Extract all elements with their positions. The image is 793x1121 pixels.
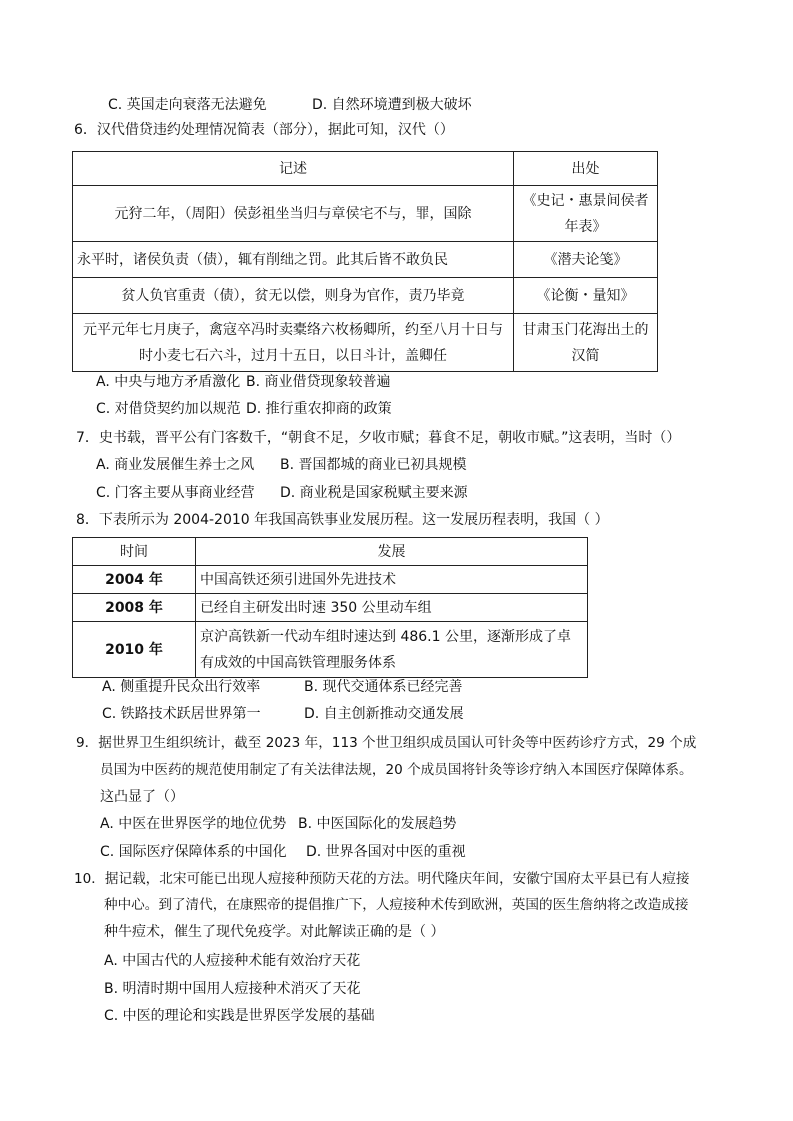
table-cell: 2008 年 <box>73 594 196 622</box>
table-cell: 元狩二年，（周阳）侯彭祖坐当归与章侯宅不与，罪，国除 <box>73 186 514 242</box>
q7-option-b: B. 晋国都城的商业已初具规模 <box>280 457 467 473</box>
q9-option-c: C. 国际医疗保障体系的中国化 <box>100 844 287 860</box>
table-cell: 元平元年七月庚子，禽寇卒冯时卖橐络六枚杨卿所，约至八月十日与时小麦七石六斗，过月十五日，以日斗计，盖卿任 <box>73 314 514 372</box>
table-header-cell: 出处 <box>514 152 658 186</box>
q10-stem-line-2: 种中心。到了清代，在康熙帝的提倡推广下，人痘接种术传到欧洲，英国的医生詹纳将之改造成接 <box>104 897 689 913</box>
q8-option-b: B. 现代交通体系已经完善 <box>304 679 463 695</box>
q6-option-b: B. 商业借贷现象较普遍 <box>246 374 391 390</box>
q8-option-d: D. 自主创新推动交通发展 <box>304 706 464 722</box>
q10-option-c: C. 中医的理论和实践是世界医学发展的基础 <box>104 1008 375 1024</box>
q8-option-a: A. 侧重提升民众出行效率 <box>102 679 261 695</box>
q8-table <box>72 537 588 678</box>
q6-option-c: C. 对借贷契约加以规范 <box>96 401 241 417</box>
q9-stem-line-1: 9．据世界卫生组织统计，截至 2023 年，113 个世卫组织成员国认可针灸等中医药诊疗方式，29 个成 <box>76 735 697 751</box>
table-header-cell: 发展 <box>196 538 588 566</box>
table-cell: 永平时，诸侯负责（债），辄有削绌之罚。此其后皆不敢负民 <box>73 242 514 278</box>
q10-stem-line-1: 10．据记载，北宋可能已出现人痘接种预防天花的方法。明代隆庆年间，安徽宁国府太平县已有人痘接 <box>74 871 690 887</box>
q7-stem: 7．史书载，晋平公有门客数千，“朝食不足，夕收市赋；暮食不足，朝收市赋。”这表明，当时（） <box>76 430 681 446</box>
q7-option-d: D. 商业税是国家税赋主要来源 <box>280 485 468 501</box>
table-row <box>73 186 658 242</box>
table-row <box>73 278 658 314</box>
q6-stem: 6．汉代借贷违约处理情况简表（部分），据此可知，汉代（） <box>74 122 454 138</box>
table-row <box>73 242 658 278</box>
table-header-cell: 记述 <box>73 152 514 186</box>
table-cell: 《史记・惠景间侯者年表》 <box>514 186 658 242</box>
table-row <box>73 622 588 678</box>
table-cell: 2004 年 <box>73 566 196 594</box>
table-cell: 京沪高铁新一代动车组时速达到 486.1 公里，逐渐形成了卓有成效的中国高铁管理服务体系 <box>196 622 588 678</box>
q9-option-a: A. 中医在世界医学的地位优势 <box>100 816 287 832</box>
q9-stem-line-3: 这凸显了（） <box>100 789 184 805</box>
q9-option-b: B. 中医国际化的发展趋势 <box>298 816 457 832</box>
table-cell: 甘肃玉门花海出土的汉简 <box>514 314 658 372</box>
q10-stem-line-3: 种牛痘术，催生了现代免疫学。对此解读正确的是（ ） <box>104 924 445 940</box>
q7-option-c: C. 门客主要从事商业经营 <box>96 485 255 501</box>
table-row <box>73 314 658 372</box>
table-row <box>73 594 588 622</box>
q5-option-c: C. 英国走向衰落无法避免 <box>108 97 267 113</box>
table-row <box>73 566 588 594</box>
q6-table <box>72 151 658 372</box>
table-cell: 已经自主研发出时速 350 公里动车组 <box>196 594 588 622</box>
table-header-cell: 时间 <box>73 538 196 566</box>
table-cell: 2010 年 <box>73 622 196 678</box>
q9-stem-line-2: 员国为中医药的规范使用制定了有关法律法规，20 个成员国将针灸等诊疗纳入本国医疗保障体系。 <box>100 762 693 778</box>
table-header-row <box>73 152 658 186</box>
table-cell: 《论衡・量知》 <box>514 278 658 314</box>
table-cell: 贫人负官重责（债），贫无以偿，则身为官作，责乃毕竟 <box>73 278 514 314</box>
q6-option-a: A. 中央与地方矛盾激化 <box>96 374 241 390</box>
table-cell: 中国高铁还须引进国外先进技术 <box>196 566 588 594</box>
table-cell: 《潜夫论笺》 <box>514 242 658 278</box>
q5-option-d: D. 自然环境遭到极大破坏 <box>312 97 472 113</box>
q10-option-a: A. 中国古代的人痘接种术能有效治疗天花 <box>104 953 361 969</box>
q10-option-b: B. 明清时期中国用人痘接种术消灭了天花 <box>104 981 361 997</box>
q9-option-d: D. 世界各国对中医的重视 <box>306 844 466 860</box>
q6-option-d: D. 推行重农抑商的政策 <box>246 401 392 417</box>
q8-option-c: C. 铁路技术跃居世界第一 <box>102 706 261 722</box>
q7-option-a: A. 商业发展催生养士之风 <box>96 457 255 473</box>
q8-stem: 8．下表所示为 2004-2010 年我国高铁事业发展历程。这一发展历程表明，我国（ ） <box>76 512 609 528</box>
table-header-row <box>73 538 588 566</box>
